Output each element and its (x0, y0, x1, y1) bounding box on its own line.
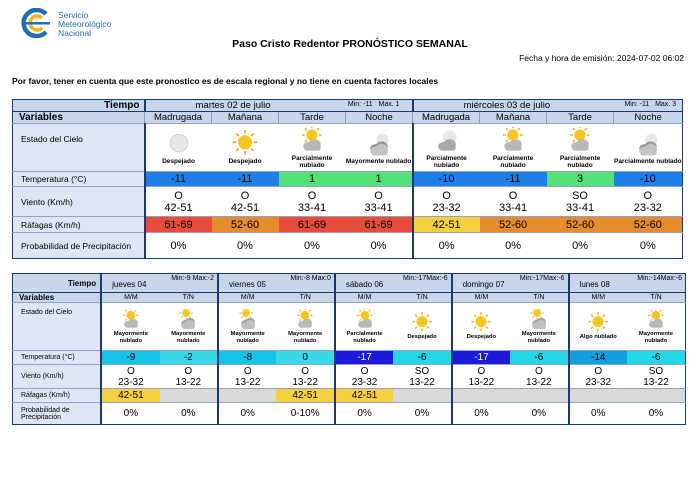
temp-cell: -11 (480, 172, 547, 187)
gust-cell (569, 389, 627, 403)
temp-cell: -17 (335, 351, 393, 365)
day-minmax: Min:-8 Max:0 (290, 275, 331, 282)
precip-cell: 0% (480, 233, 547, 259)
precip-cell: 0% (393, 403, 451, 425)
precip-cell: 0-10% (276, 403, 334, 425)
sky-condition: Parcialmente nublado (346, 330, 383, 344)
gust-cell: 42-51 (335, 389, 393, 403)
sky-cell (547, 124, 614, 172)
sun-icon (231, 130, 259, 158)
wind-cell (279, 187, 346, 217)
sky-condition: Despejado (162, 158, 195, 165)
period-header: Tarde (279, 112, 346, 124)
wind-speed: 23-32 (633, 201, 662, 214)
precip-cell: 0% (547, 233, 614, 259)
sky-cell (279, 124, 346, 172)
wind-label: Viento (Km/h) (13, 187, 145, 217)
cloud-icon (237, 309, 259, 331)
period-header: M/M (101, 293, 159, 303)
sky-cell (160, 303, 218, 351)
temp-cell: -6 (627, 351, 686, 365)
wind-cell (627, 365, 686, 389)
wind-speed: 13-22 (468, 376, 495, 388)
daily-forecast-table (12, 99, 683, 259)
period-header: Noche (614, 112, 683, 124)
sky-cell (218, 303, 276, 351)
wind-speed: 13-22 (409, 376, 435, 388)
sun-cloud-icon (294, 309, 316, 331)
period-header: Mañana (480, 112, 547, 124)
gust-cell (627, 389, 686, 403)
sky-label: Estado del Cielo (13, 303, 102, 351)
sky-cell (145, 124, 212, 172)
precip-cell: 0% (160, 403, 218, 425)
sky-condition: Mayormente nublado (113, 330, 148, 344)
wind-cell (145, 187, 212, 217)
precip-cell: 0% (452, 403, 510, 425)
cloudy-moon-icon (365, 130, 393, 158)
wind-speed: 33-41 (565, 201, 595, 214)
cloud-icon (177, 309, 199, 331)
period-header: T/N (510, 293, 568, 303)
sun-icon (411, 312, 433, 334)
temp-cell: -10 (614, 172, 683, 187)
temp-cell: -9 (101, 351, 159, 365)
temp-cell: -11 (145, 172, 212, 187)
day-header (335, 274, 452, 293)
temp-cell: -14 (569, 351, 627, 365)
precip-cell: 0% (335, 403, 393, 425)
day-name: viernes 05 (229, 280, 266, 289)
sun-cloud-icon (566, 127, 594, 155)
wind-speed: 42-51 (230, 201, 260, 214)
gust-cell (218, 389, 276, 403)
moon-cloud-icon (433, 127, 461, 155)
sky-condition: Despejado (228, 158, 262, 165)
wind-direction: O (307, 189, 317, 202)
period-header: Madrugada (145, 112, 212, 124)
day-header (452, 274, 569, 293)
wind-speed: 23-32 (585, 376, 612, 388)
gust-cell (452, 389, 510, 403)
tiempo-label: Tiempo (13, 100, 145, 112)
sun-cloud-icon (298, 127, 326, 155)
temp-cell: -2 (160, 351, 218, 365)
wind-cell (212, 187, 279, 217)
sky-condition: Mayormente nublado (638, 330, 674, 344)
day-minmax: Min:-14Max:-6 (637, 275, 682, 282)
temp-label: Temperatura (°C) (13, 172, 145, 187)
sky-condition: Algo nublado (579, 334, 617, 340)
wind-direction: O (643, 189, 653, 202)
gust-cell (510, 389, 568, 403)
gust-cell: 61-69 (145, 217, 212, 233)
day-header: miércoles 03 de julio Min: -11 Max. 3 (413, 100, 683, 112)
wind-cell (346, 187, 413, 217)
precip-cell: 0% (510, 403, 568, 425)
tiempo-label: Tiempo (13, 274, 102, 293)
wind-speed: 23-32 (351, 376, 378, 388)
wind-direction: O (442, 189, 451, 202)
period-header: M/M (452, 293, 510, 303)
regional-note: Por favor, tener en cuenta que este pronostico es de escala regional y no tiene en cuenta factores locales (12, 76, 439, 86)
period-header: T/N (276, 293, 334, 303)
gust-label: Ráfagas (Km/h) (13, 217, 145, 233)
wind-speed: 13-22 (643, 376, 669, 388)
wind-cell (218, 365, 276, 389)
wind-cell (569, 365, 627, 389)
wind-cell (547, 187, 614, 217)
sky-cell (480, 124, 547, 172)
precip-label: Probabilidad de Precipitación (13, 233, 145, 259)
gust-cell: 42-51 (276, 389, 334, 403)
sky-condition: Parcialmente nublado (492, 154, 534, 169)
wind-speed: 13-22 (292, 376, 318, 388)
smn-logo-icon (20, 8, 54, 38)
temp-cell: 1 (279, 172, 346, 187)
sky-condition: Mayormente nublado (230, 330, 265, 344)
period-header: Mañana (212, 112, 279, 124)
sun-icon (470, 312, 492, 334)
sky-cell (212, 124, 279, 172)
wind-cell (393, 365, 451, 389)
precip-cell: 0% (614, 233, 683, 259)
gust-cell: 52-60 (614, 217, 683, 233)
wind-speed: 23-32 (118, 376, 144, 388)
sky-condition: Parcialmente nublado (291, 154, 333, 169)
sky-cell (413, 124, 480, 172)
sky-condition: Mayormente nublado (288, 330, 323, 344)
temp-cell: 0 (276, 351, 334, 365)
gust-cell: 52-60 (480, 217, 547, 233)
wind-direction: SO (648, 365, 664, 377)
wind-speed: 33-41 (364, 201, 393, 214)
period-header: T/N (393, 293, 451, 303)
wind-speed: 33-41 (498, 201, 528, 214)
wind-direction: SO (572, 189, 588, 202)
temp-cell: 1 (346, 172, 413, 187)
gust-cell: 52-60 (212, 217, 279, 233)
temp-cell: -10 (413, 172, 480, 187)
wind-cell (480, 187, 547, 217)
smn-logo (20, 8, 195, 40)
cloudy-moon-icon (634, 130, 662, 158)
variables-label: Variables (13, 112, 145, 124)
sky-cell (393, 303, 451, 351)
sky-condition: Parcialmente nublado (559, 154, 601, 169)
wind-cell (101, 365, 159, 389)
day-name: domingo 07 (462, 280, 505, 289)
temp-cell: -17 (452, 351, 510, 365)
sky-cell (452, 303, 510, 351)
day-minmax: Min:-17Max:-6 (402, 275, 448, 282)
sky-condition: Mayormente nublado (521, 330, 556, 344)
day-name: jueves 04 (112, 280, 147, 289)
sky-condition: Despejado (407, 334, 437, 340)
emission-date: Fecha y hora de emisión: 2024-07-02 06:02 (519, 53, 684, 63)
wind-direction: SO (414, 365, 430, 377)
sky-label: Estado del Cielo (13, 124, 145, 172)
period-header: Noche (346, 112, 413, 124)
wind-cell (510, 365, 568, 389)
wind-direction: O (594, 365, 603, 377)
day-header: martes 02 de julio Min: -11 Max. 1 (145, 100, 413, 112)
wind-direction: O (477, 365, 486, 377)
period-header: Tarde (547, 112, 614, 124)
wind-speed: 42-51 (164, 201, 193, 214)
sky-cell (510, 303, 568, 351)
wind-speed: 33-41 (297, 201, 327, 214)
sun-cloud-icon (645, 309, 667, 331)
gust-cell: 42-51 (413, 217, 480, 233)
period-header: M/M (569, 293, 627, 303)
temp-cell: -8 (218, 351, 276, 365)
day-name: lunes 08 (579, 280, 610, 289)
sky-cell (569, 303, 627, 351)
sky-condition: Mayormente nublado (171, 330, 206, 344)
temp-cell: -6 (393, 351, 451, 365)
gust-cell: 61-69 (279, 217, 346, 233)
gust-cell: 42-51 (101, 389, 159, 403)
precip-label: Probabilidad de Precipitación (13, 403, 102, 425)
cloud-icon (528, 309, 550, 331)
temp-cell: -6 (510, 351, 568, 365)
sky-cell (276, 303, 334, 351)
wind-label: Viento (Km/h) (13, 365, 102, 389)
gust-cell: 61-69 (346, 217, 413, 233)
precip-cell: 0% (101, 403, 159, 425)
precip-cell: 0% (212, 233, 279, 259)
wind-direction: O (534, 365, 543, 377)
sky-condition: Mayormente nublado (345, 158, 412, 165)
wind-direction: O (184, 365, 193, 377)
precip-cell: 0% (346, 233, 413, 259)
day-header (569, 274, 686, 293)
period-header: T/N (627, 293, 686, 303)
wind-direction: O (374, 189, 383, 202)
day-name: sábado 06 (345, 280, 384, 289)
gust-cell: 52-60 (547, 217, 614, 233)
wind-cell (614, 187, 683, 217)
day-minmax: Min:-17Max:-6 (519, 275, 565, 282)
extended-forecast-table (12, 273, 686, 425)
precip-cell: 0% (569, 403, 627, 425)
sky-cell (614, 124, 683, 172)
precip-cell: 0% (145, 233, 212, 259)
wind-speed: 13-22 (175, 376, 202, 388)
wind-direction: O (126, 365, 135, 377)
sun-cloud-icon (120, 309, 142, 331)
sky-condition: Despejado (466, 334, 497, 340)
smn-logo-text: Servicio Meteorológico Nacional (58, 10, 112, 38)
wind-cell (276, 365, 334, 389)
period-header: M/M (218, 293, 276, 303)
temp-cell: 3 (547, 172, 614, 187)
wind-cell (335, 365, 393, 389)
sun-cloud-icon (499, 127, 527, 155)
wind-direction: O (243, 365, 252, 377)
wind-cell (452, 365, 510, 389)
precip-cell: 0% (279, 233, 346, 259)
wind-direction: O (174, 189, 183, 202)
sun-icon (587, 312, 609, 334)
gust-cell (160, 389, 218, 403)
wind-direction: O (301, 365, 310, 377)
gust-label: Ráfagas (Km/h) (13, 389, 102, 403)
wind-speed: 13-22 (526, 376, 552, 388)
wind-direction: O (240, 189, 250, 202)
gust-cell (393, 389, 451, 403)
variables-label: Variables (13, 293, 102, 303)
sky-condition: Parcialmente nublado (614, 158, 682, 165)
precip-cell: 0% (218, 403, 276, 425)
wind-cell (413, 187, 480, 217)
temp-label: Temperatura (°C) (13, 351, 102, 365)
wind-speed: 13-22 (234, 376, 261, 388)
precip-cell: 0% (627, 403, 686, 425)
day-header (218, 274, 335, 293)
sky-cell (335, 303, 393, 351)
sky-cell (346, 124, 413, 172)
sky-cell (627, 303, 686, 351)
sky-condition: Parcialmente nublado (426, 154, 467, 169)
wind-direction: O (508, 189, 518, 202)
moon-icon (165, 130, 193, 158)
temp-cell: -11 (212, 172, 279, 187)
period-header: T/N (160, 293, 218, 303)
period-header: Madrugada (413, 112, 480, 124)
day-minmax: Min:-9 Max:-2 (171, 275, 214, 282)
day-header (101, 274, 218, 293)
precip-cell: 0% (413, 233, 480, 259)
sun-cloud-icon (354, 309, 376, 331)
wind-cell (160, 365, 218, 389)
wind-direction: O (360, 365, 369, 377)
page-title: Paso Cristo Redentor PRONÓSTICO SEMANAL (232, 38, 468, 50)
wind-speed: 23-32 (432, 201, 461, 214)
period-header: M/M (335, 293, 393, 303)
sky-cell (101, 303, 159, 351)
